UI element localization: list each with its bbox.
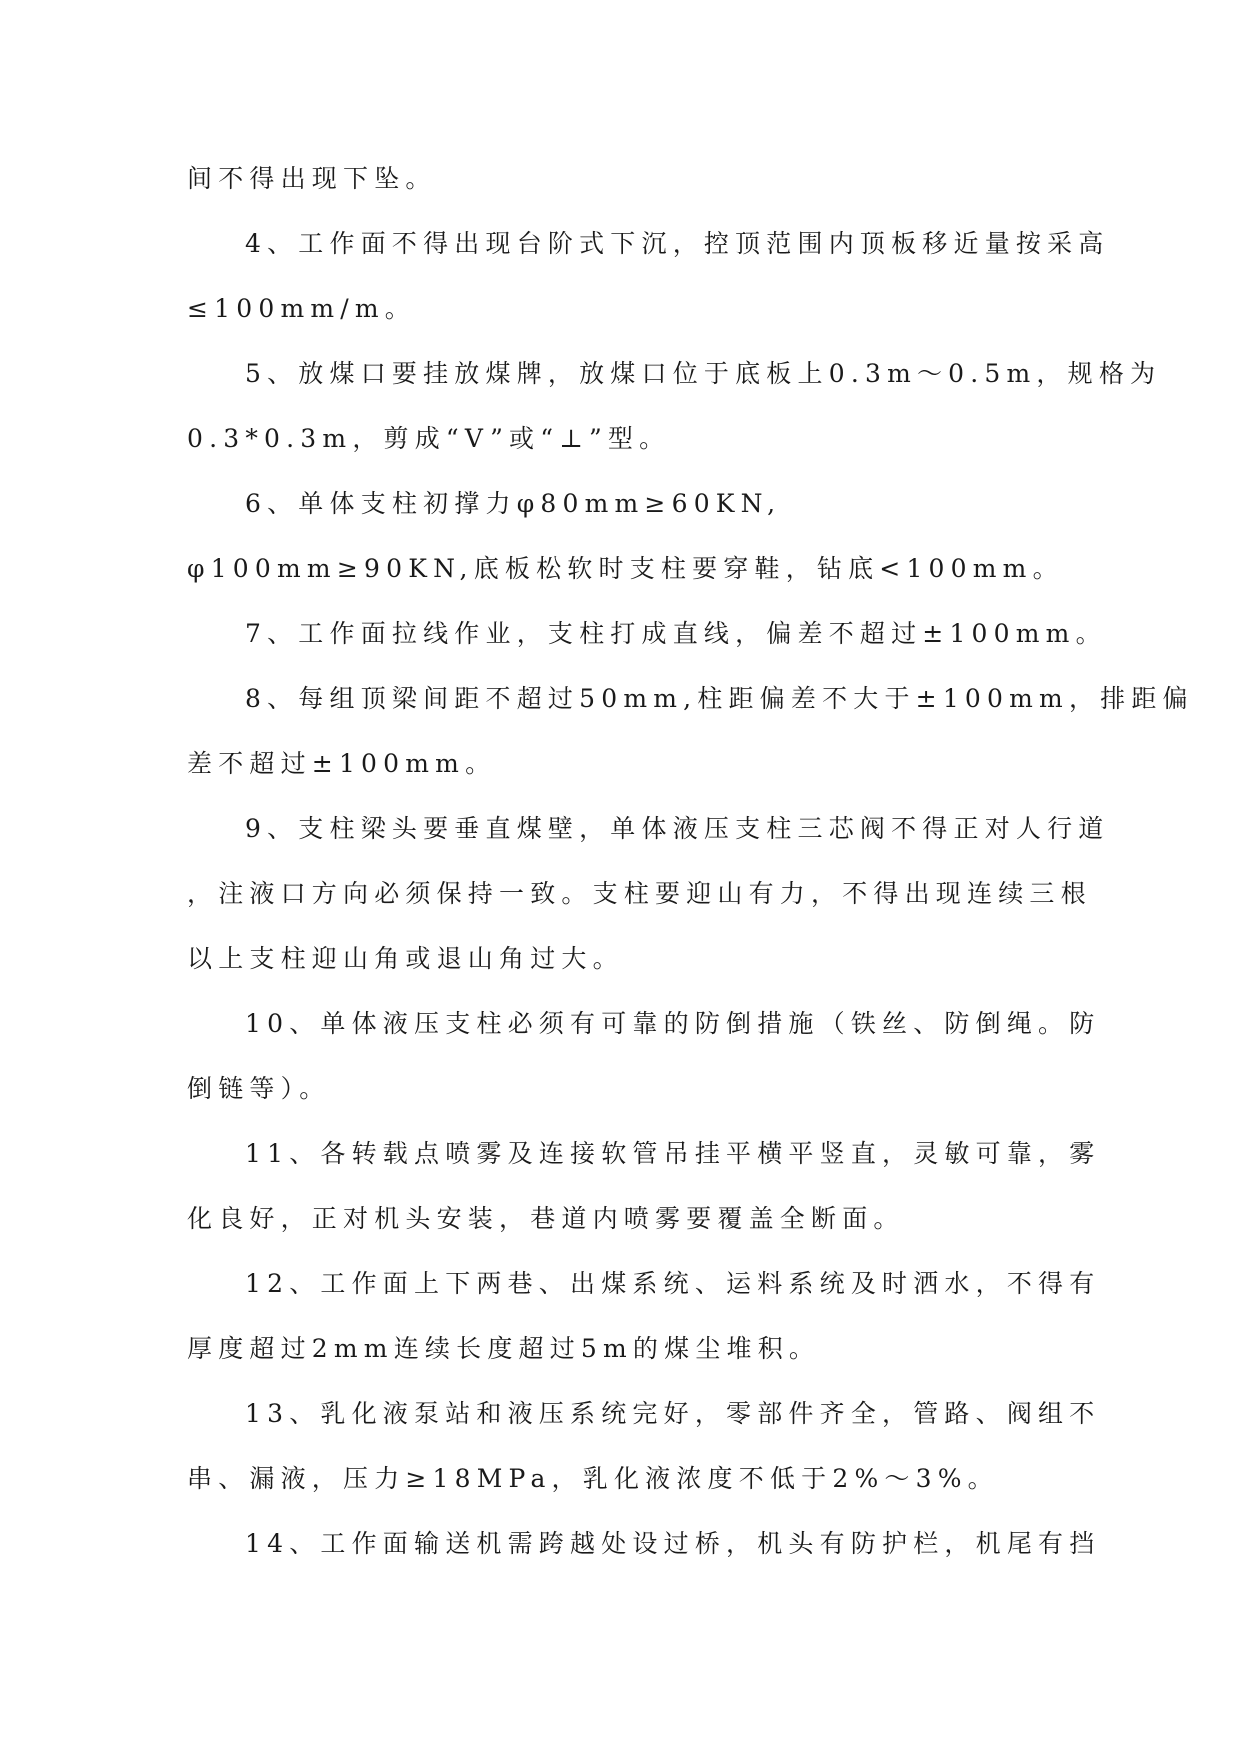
text-line: 9、支柱梁头要垂直煤壁，单体液压支柱三芯阀不得正对人行道 [245,814,1110,843]
text-line: 7、工作面拉线作业，支柱打成直线，偏差不超过±100mm。 [245,619,1107,648]
text-line: 差不超过±100mm。 [187,749,497,778]
text-line: 8、每组顶梁间距不超过50mm,柱距偏差不大于±100mm，排距偏 [245,684,1194,713]
body-text [187,160,1194,1590]
text-line: 10、单体液压支柱必须有可靠的防倒措施（铁丝、防倒绳。防 [245,1009,1101,1038]
text-line: 间不得出现下坠。 [187,164,437,193]
text-line: 6、单体支柱初撑力φ80mm≥60KN, [245,489,782,518]
text-line: 倒链等）。 [187,1074,331,1103]
text-line: 4、工作面不得出现台阶式下沉，控顶范围内顶板移近量按采高 [245,229,1110,258]
text-line: ，注液口方向必须保持一致。支柱要迎山有力，不得出现连续三根 [187,879,1092,908]
text-line: 13、乳化液泵站和液压系统完好，零部件齐全，管路、阀组不 [245,1399,1101,1428]
text-line: 12、工作面上下两巷、出煤系统、运料系统及时洒水，不得有 [245,1269,1101,1298]
text-line: 14、工作面输送机需跨越处设过桥，机头有防护栏，机尾有挡 [245,1529,1101,1558]
text-line: ≤100mm/m。 [187,294,417,323]
text-line: 0.3*0.3m，剪成“V”或“⊥”型。 [187,424,671,453]
text-line: 厚度超过2mm连续长度超过5m的煤尘堆积。 [187,1334,821,1363]
text-line: 5、放煤口要挂放煤牌，放煤口位于底板上0.3m～0.5m，规格为 [245,359,1162,388]
text-line: φ100mm≥90KN,底板松软时支柱要穿鞋，钻底<100mm。 [187,554,1064,583]
text-line: 以上支柱迎山角或退山角过大。 [187,944,624,973]
text-line: 串、漏液，压力≥18MPa，乳化液浓度不低于2%～3%。 [187,1464,999,1493]
text-line: 11、各转载点喷雾及连接软管吊挂平横平竖直，灵敏可靠，雾 [245,1139,1101,1168]
text-line: 化良好，正对机头安装，巷道内喷雾要覆盖全断面。 [187,1204,905,1233]
